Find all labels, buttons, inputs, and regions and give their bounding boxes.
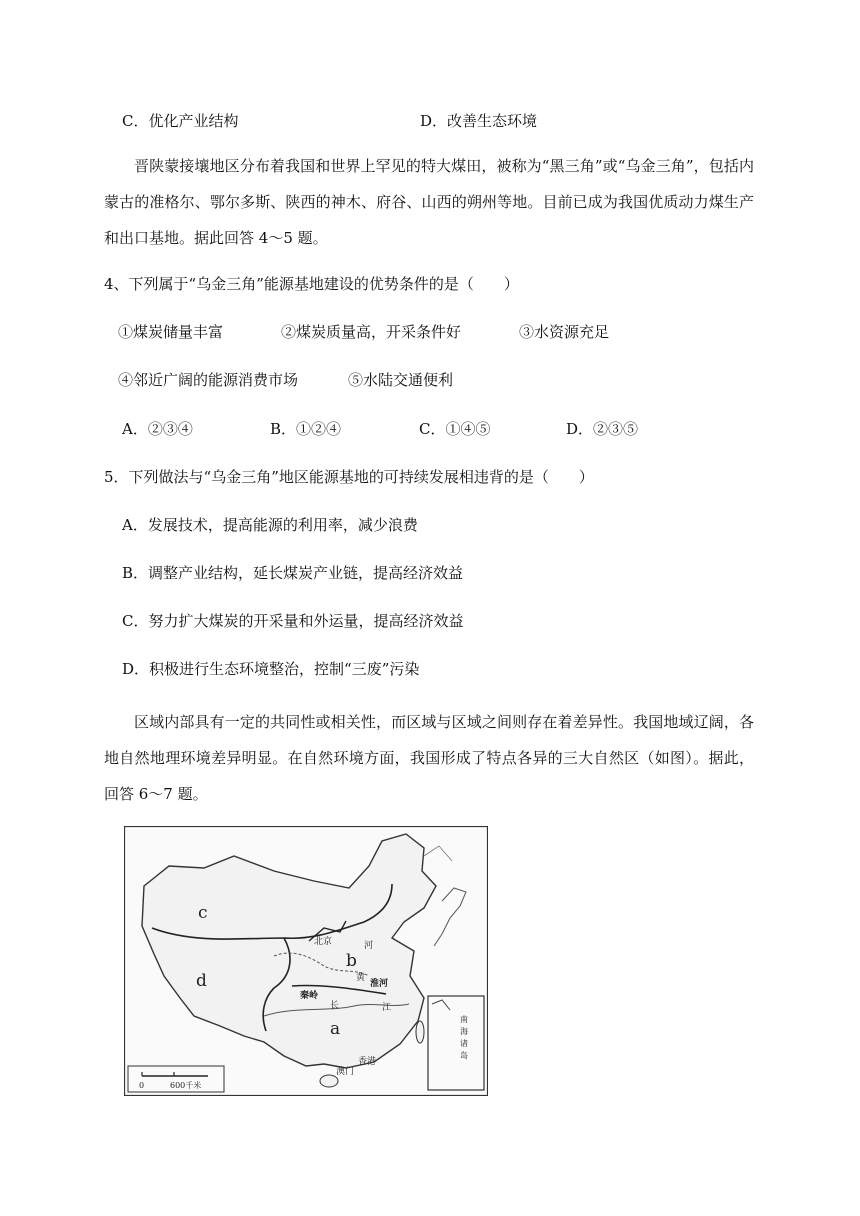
- passage-natural-regions: 区域内部具有一定的共同性或相关性，而区域与区域之间则存在着差异性。我国地域辽阔，各地自然地理环境差异明显。在自然环境方面，我国形成了特点各异的三大自然区（如图）。据此，回答 6～7 题。: [104, 713, 754, 803]
- q3-option-c: C．优化产业结构: [122, 112, 239, 130]
- passage-black-triangle: 晋陕蒙接壤地区分布着我国和世界上罕见的特大煤田，被称为“黑三角”或“乌金三角”，包括内蒙古的准格尔、鄂尔多斯、陕西的神木、府谷、山西的朔州等地。目前已成为我国优质动力煤生产和出口基地。据此回答 4～5 题。: [104, 157, 754, 247]
- taiwan-island: [416, 1021, 424, 1043]
- q5-option-b: B．调整产业结构，延长煤炭产业链，提高经济效益: [122, 564, 464, 582]
- q4-item-5: ⑤水陆交通便利: [348, 371, 454, 389]
- q5-option-c: C．努力扩大煤炭的开采量和外运量，提高经济效益: [122, 612, 464, 630]
- q4-item-4: ④邻近广阔的能源消费市场: [118, 371, 299, 389]
- label-aomen: 澳门: [336, 1067, 355, 1077]
- region-label-b: b: [346, 951, 357, 971]
- inset-char-1: 南: [460, 1015, 468, 1024]
- q4-item-1: ①煤炭储量丰富: [118, 323, 224, 341]
- scale-zero: 0: [139, 1081, 145, 1090]
- q5-option-a: A．发展技术，提高能源的利用率，减少浪费: [122, 516, 418, 534]
- south-sea-inset: [428, 996, 484, 1090]
- region-label-d: d: [196, 971, 207, 991]
- label-he: 河: [364, 941, 374, 951]
- inset-char-3: 诸: [460, 1039, 468, 1048]
- scale-distance: 600千米: [170, 1081, 202, 1090]
- q4-option-b: B．①②④: [270, 420, 342, 438]
- label-beijing: 北京: [314, 937, 333, 947]
- q4-item-2: ②煤炭质量高，开采条件好: [281, 323, 462, 341]
- label-jiang: 江: [382, 1003, 392, 1013]
- q5-stem: 5．下列做法与“乌金三角”地区能源基地的可持续发展相违背的是（ ）: [104, 468, 594, 486]
- q4-option-c: C．①④⑤: [419, 420, 491, 438]
- region-label-a: a: [330, 1019, 341, 1039]
- q3-option-d: D．改善生态环境: [420, 112, 538, 130]
- region-label-c: c: [198, 903, 208, 923]
- label-qinling: 秦岭: [300, 991, 319, 1001]
- china-natural-regions-map: [124, 826, 488, 1096]
- inset-char-2: 海: [460, 1027, 468, 1036]
- label-huang: 黄: [356, 973, 366, 983]
- label-xianggang: 香港: [358, 1057, 377, 1067]
- q4-item-3: ③水资源充足: [519, 323, 610, 341]
- map-drawing: [124, 826, 488, 1096]
- q5-option-d: D．积极进行生态环境整治，控制“三废”污染: [122, 660, 420, 678]
- q4-option-a: A．②③④: [122, 420, 193, 438]
- label-chang: 长: [330, 1001, 340, 1011]
- q4-stem: 4、下列属于“乌金三角”能源基地建设的优势条件的是（ ）: [104, 275, 519, 293]
- inset-char-4: 岛: [460, 1051, 468, 1060]
- q4-option-d: D．②③⑤: [566, 420, 639, 438]
- label-huaihe: 淮河: [370, 979, 389, 989]
